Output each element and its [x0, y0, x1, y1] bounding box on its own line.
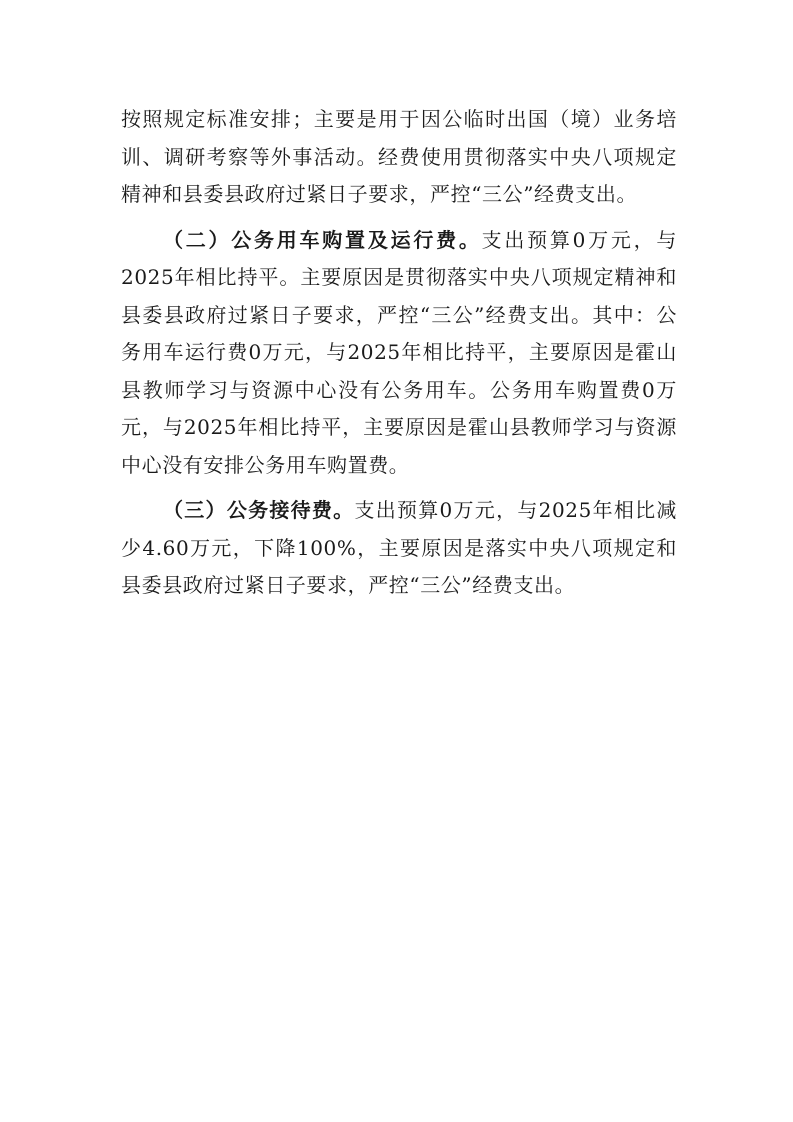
- paragraph-text: 支出预算0万元，与2025年相比减少4.60万元，下降100%，主要原因是落实中央八项规定和县委县政府过紧日子要求，严控“三公”经费支出。: [121, 498, 678, 597]
- section-heading-vehicle: （二）公务用车购置及运行费。: [163, 227, 482, 252]
- paragraph-text: 支出预算0万元，与2025年相比持平。主要原因是贯彻落实中央八项规定精神和县委县政府过紧日子要求，严控“三公”经费支出。其中：公务用车运行费0万元，与2025年相比持平，主要原因是霍山县教师学习与资源中心没有公务用车。公务用车购置费0万元，与2025年相比持平，主要原因是霍山县教师学习与资源中心没有安排公务用车购置费。: [121, 227, 677, 477]
- paragraph-text: 按照规定标准安排；主要是用于因公临时出国（境）业务培训、调研考察等外事活动。经费使用贯彻落实中央八项规定精神和县委县政府过紧日子要求，严控“三公”经费支出。: [121, 107, 677, 206]
- paragraph-reception-costs: [121, 492, 677, 605]
- document-body: [121, 101, 677, 605]
- paragraph-continuation: [121, 101, 677, 214]
- paragraph-vehicle-costs: [121, 222, 677, 485]
- section-heading-reception: （三）公务接待费。: [163, 498, 355, 522]
